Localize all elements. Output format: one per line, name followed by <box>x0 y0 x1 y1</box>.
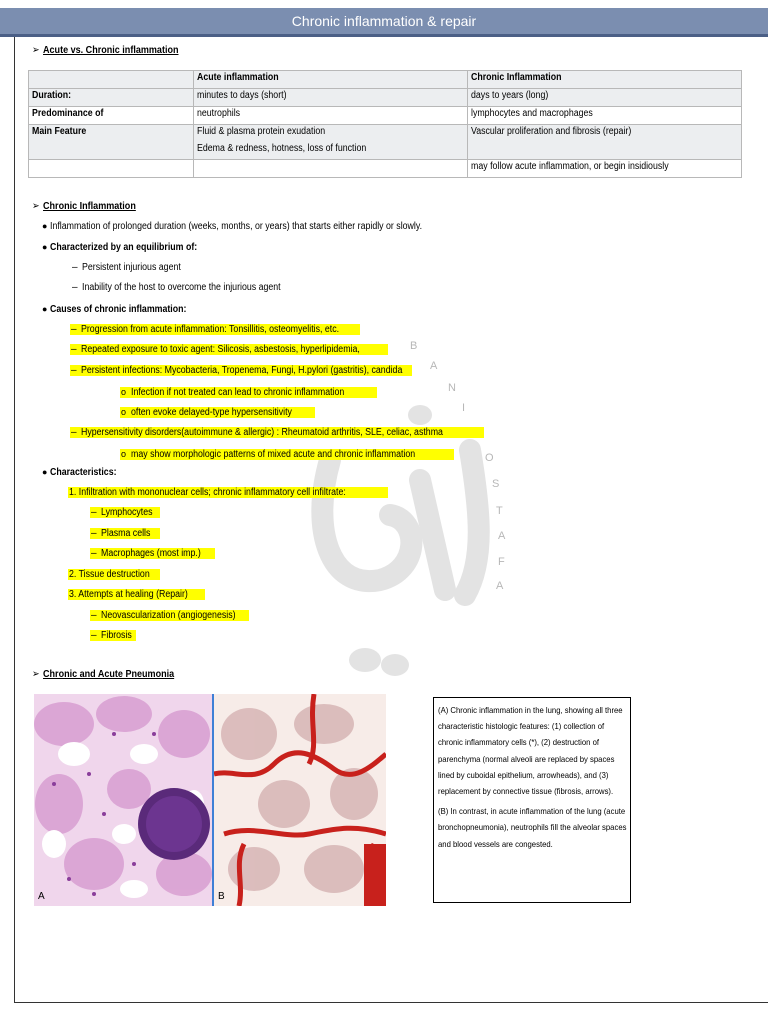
list-item: – Repeated exposure to toxic agent: Silicosis, asbestosis, hyperlipidemia, <box>70 342 388 358</box>
micrograph-b <box>212 694 386 906</box>
bullet-icon: ● <box>42 242 48 252</box>
list-item: – Fibrosis <box>90 628 136 644</box>
chronic-inflammation-histology-image <box>34 694 212 906</box>
list-item: o Infection if not treated can lead to chronic inflammation <box>120 384 377 401</box>
list-item: 2. Tissue destruction <box>68 567 160 583</box>
figure-caption <box>433 697 631 903</box>
section-heading-chronic: ➢ Chronic Inflammation <box>32 200 136 212</box>
list-item: – Persistent injurious agent <box>72 262 181 273</box>
page-header <box>0 8 768 37</box>
list-item: – Plasma cells <box>90 526 160 542</box>
image-label-a: A <box>38 891 45 902</box>
acute-inflammation-histology-image <box>214 694 386 906</box>
bullet-icon: ● <box>42 467 48 477</box>
list-item: – Hypersensitivity disorders(autoimmune & allergic) : Rheumatoid arthritis, SLE, celiac, asthma <box>70 425 484 441</box>
section-heading-pneumonia: ➢ Chronic and Acute Pneumonia <box>32 668 175 680</box>
watermark-letter: F <box>498 556 505 568</box>
watermark-letter: O <box>485 452 494 464</box>
list-item: ● Inflammation of prolonged duration (weeks, months, or years) that starts either rapidly or slowly. <box>42 218 473 235</box>
bullet-icon: ● <box>42 304 48 314</box>
caption-a: (A) Chronic inflammation in the lung, showing all three characteristic histologic features: (1) collection of chronic inflammatory cells (*), (2) destruction of parenchyma (normal alveoli are replaced by spaces lined by cuboidal epithelium, arrowheads), and (3) replacement by connective tissue (fibrosis, arrows). <box>438 705 623 797</box>
list-item: – Macrophages (most imp.) <box>90 546 215 562</box>
watermark-letter: N <box>448 382 456 394</box>
arrow-bullet-icon: ➢ <box>32 200 40 212</box>
image-label-b: B <box>218 891 225 902</box>
watermark-letter: T <box>496 505 503 517</box>
arrow-bullet-icon: ➢ <box>32 44 40 56</box>
list-item: – Neovascularization (angiogenesis) <box>90 608 249 624</box>
list-item: ● Causes of chronic inflammation: <box>42 301 205 318</box>
watermark-letter: I <box>462 402 466 414</box>
watermark-letter: A <box>430 360 438 372</box>
list-item: ● Characterized by an equilibrium of: <box>42 239 217 256</box>
caption-b: (B) In contrast, in acute inflammation of the lung (acute bronchopneumonia), neutrophils fill the alveolar spaces and blood vessels are congested. <box>438 806 627 849</box>
bullet-icon: ● <box>42 221 48 231</box>
table-row: may follow acute inflammation, or begin insidiously <box>29 160 742 178</box>
list-item: – Progression from acute inflammation: Tonsillitis, osteomyelitis, etc. <box>70 322 360 338</box>
list-item: – Persistent infections: Mycobacteria, Tropenema, Fungi, H.pylori (gastritis), candida <box>70 363 412 379</box>
list-item: o often evoke delayed-type hypersensitivity <box>120 404 315 421</box>
table-row: Duration: minutes to days (short) days to years (long) <box>29 89 742 107</box>
micrograph-a <box>34 694 212 906</box>
page-title: Chronic inflammation & repair <box>291 13 477 29</box>
comparison-table <box>28 70 742 178</box>
list-item: 1. Infiltration with mononuclear cells; chronic inflammatory cell infiltrate: <box>68 485 388 501</box>
table-row: Main Feature Fluid & plasma protein exudation Vascular proliferation and fibrosis (repair) <box>29 125 742 143</box>
list-item: – Inability of the host to overcome the injurious agent <box>72 282 281 293</box>
watermark-letter: B <box>410 340 418 352</box>
list-item: – Lymphocytes <box>90 505 160 521</box>
section-heading-acute-vs-chronic: ➢ Acute vs. Chronic inflammation <box>32 44 179 56</box>
watermark-letter: A <box>498 530 506 542</box>
table-row: Predominance of neutrophils lymphocytes and macrophages <box>29 107 742 125</box>
list-item: ● Characteristics: <box>42 464 126 481</box>
list-item: o may show morphologic patterns of mixed acute and chronic inflammation <box>120 446 454 463</box>
watermark-letter: S <box>492 478 500 490</box>
table-header-row: Acute inflammation Chronic Inflammation <box>29 71 742 89</box>
watermark-letter: A <box>496 580 504 592</box>
arrow-bullet-icon: ➢ <box>32 668 40 680</box>
table-row: Edema & redness, hotness, loss of function <box>29 142 742 160</box>
list-item: 3. Attempts at healing (Repair) <box>68 587 205 603</box>
